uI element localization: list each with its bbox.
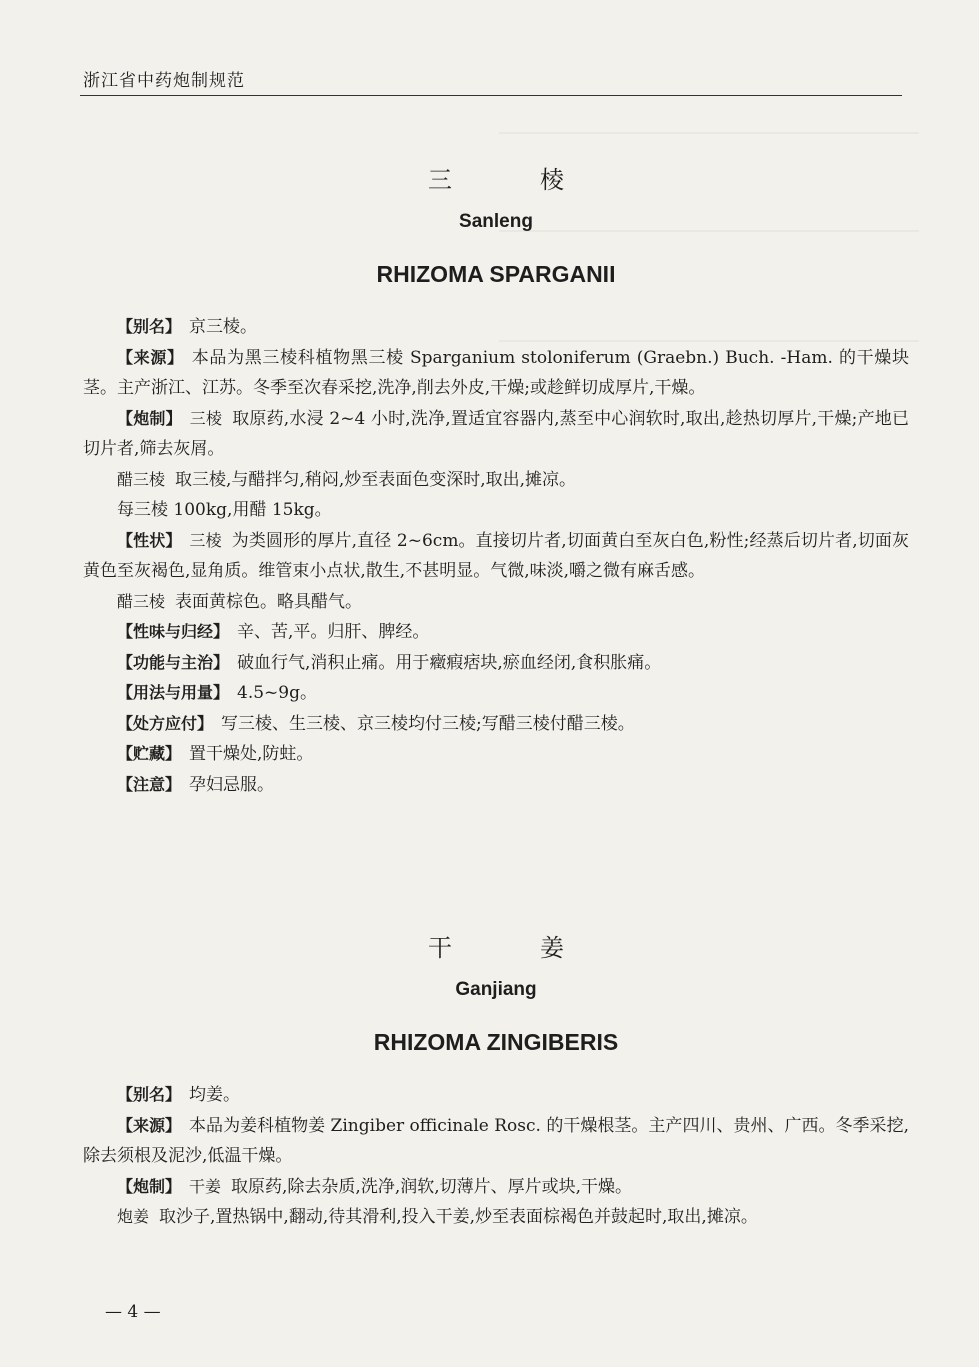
section-dosage [83,678,909,709]
entry-body [83,1080,909,1233]
section-taste [83,617,909,648]
entry-ganjiang [83,928,909,1233]
section-text: 孕妇忌服。 [189,774,275,795]
section-label: 【贮藏】 [117,744,182,763]
section-properties [83,526,909,587]
section-alias [83,312,909,343]
subheading: 三棱 [189,408,223,428]
subheading: 干姜 [189,1176,222,1196]
section-label: 【性味与归经】 [117,622,230,641]
section-label: 【来源】 [117,347,184,367]
section-label: 【来源】 [117,1115,182,1135]
section-text: 本品为黑三棱科植物黑三棱 Sparganium stoloniferum (Graebn.) Buch. -Ham. 的干燥块茎。主产浙江、江苏。冬季至次春采挖,洗净,削去外皮,干燥;或趁鲜切成厚片,干燥。 [83,347,909,398]
section-function [83,648,909,679]
page-number: — 4 — [105,1302,161,1322]
section-text: 4.5~9g。 [237,683,317,703]
section-text: 取沙子,置热锅中,翻动,待其滑利,投入干姜,炒至表面棕褐色并鼓起时,取出,摊凉。 [159,1207,758,1227]
section-label: 【别名】 [117,1085,182,1104]
section-text: 均姜。 [189,1085,241,1105]
entry-title-pinyin: Sanleng [459,211,533,232]
section-vinegar [83,465,909,496]
section-text: 京三棱。 [189,317,258,337]
section-label: 【别名】 [117,317,182,336]
section-text: 辛、苦,平。归肝、脾经。 [237,622,430,642]
section-text: 为类圆形的厚片,直径 2~6cm。直接切片者,切面黄白至灰白色,粉性;经蒸后切片者,切面灰黄色至灰褐色,显角质。维管束小点状,散生,不甚明显。气微,味淡,嚼之微有麻舌感。 [83,530,909,581]
section-label: 【注意】 [117,774,182,794]
section-text: 本品为姜科植物姜 Zingiber officinale Rosc. 的干燥根茎。主产四川、贵州、广西。冬季采挖,除去须根及泥沙,低温干燥。 [83,1115,909,1166]
section-text: 取原药,除去杂质,洗净,润软,切薄片、厚片或块,干燥。 [231,1176,633,1197]
section-source [83,1111,909,1172]
section-alias [83,1080,909,1111]
subheading: 醋三棱 [117,591,166,611]
entry-title-latin: RHIZOMA ZINGIBERIS [373,1029,619,1055]
section-vinegar-ratio [83,495,909,526]
section-text: 取三棱,与醋拌匀,稍闷,炒至表面色变深时,取出,摊凉。 [175,469,577,490]
subheading: 炮姜 [117,1207,150,1226]
section-label: 【用法与用量】 [117,683,230,702]
section-source [83,343,909,404]
entry-title-zh: 三棱 [428,166,652,194]
section-label: 【炮制】 [117,408,182,428]
section-storage [83,739,909,770]
entry-title-latin: RHIZOMA SPARGANII [376,261,616,287]
section-label: 【炮制】 [117,1176,182,1196]
subheading: 三棱 [189,530,222,550]
section-text: 置干燥处,防蛀。 [189,744,314,764]
section-text: 写三棱、生三棱、京三棱均付三棱;写醋三棱付醋三棱。 [221,713,635,734]
section-caution [83,770,909,801]
section-roasted [83,1202,909,1233]
show-through [499,132,919,134]
section-label: 【性状】 [117,530,182,550]
entry-title-pinyin: Ganjiang [455,979,537,1000]
section-text: 每三棱 100kg,用醋 15kg。 [117,500,332,520]
running-header: 浙江省中药炮制规范 [83,71,245,91]
section-text: 取原药,水浸 2~4 小时,洗净,置适宜容器内,蒸至中心润软时,取出,趁热切厚片,干燥;产地已切片者,筛去灰屑。 [83,408,909,459]
section-text: 破血行气,消积止痛。用于癥瘕痞块,瘀血经闭,食积胀痛。 [237,652,662,673]
section-label: 【处方应付】 [117,713,214,733]
subheading: 醋三棱 [117,469,166,489]
section-processing [83,1172,909,1203]
entry-body [83,312,909,800]
section-text: 表面黄棕色。略具醋气。 [175,591,363,612]
entry-sanleng [83,160,909,800]
header-divider [80,95,902,96]
section-processing [83,404,909,465]
entry-title-zh: 干姜 [428,934,652,962]
section-vinegar-props [83,587,909,618]
section-label: 【功能与主治】 [117,652,230,672]
section-prescription [83,709,909,740]
